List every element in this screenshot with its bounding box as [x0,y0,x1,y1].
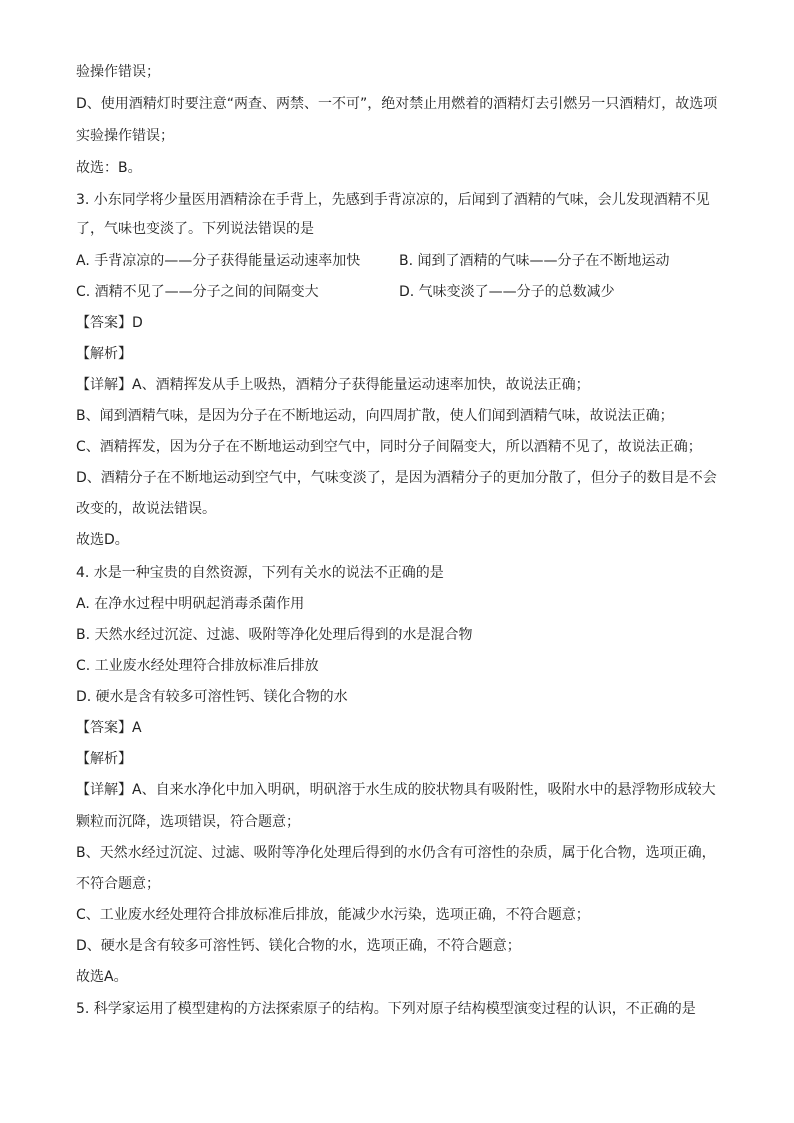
q3-detail-line: B、闻到酒精气味，是因为分子在不断地运动，向四周扩散，使人们闻到酒精气味，故说法正确； [76,408,674,424]
q3-option-d: D. 气味变淡了——分子的总数减少 [399,284,615,300]
q3-option-b: B. 闻到了酒精的气味——分子在不断地运动 [399,253,670,269]
q4-detail-line: C、工业废水经处理符合排放标准后排放，能减少水污染，选项正确，不符合题意； [76,907,590,923]
q4-detail-line: 故选A。 [76,969,128,985]
q4-analysis-label: 【解析】 [76,751,132,767]
q3-detail-line: 【详解】A、酒精挥发从手上吸热，酒精分子获得能量运动速率加快，故说法正确； [76,377,590,393]
q4-option-b: B. 天然水经过沉淀、过滤、吸附等净化处理后得到的水是混合物 [76,627,473,643]
q3-option-a: A. 手背凉凉的——分子获得能量运动速率加快 [76,253,361,269]
text-line: D、使用酒精灯时要注意“两查、两禁、一不可”，绝对禁止用燃着的酒精灯去引燃另一只酒精灯，故选项 [76,96,718,112]
q4-detail-line: 颗粒而沉降，选项错误，符合题意； [76,814,300,830]
question-3-stem: 3. 小东同学将少量医用酒精涂在手背上，先感到手背凉凉的，后闻到了酒精的气味，会儿发现酒精不见 [76,192,710,208]
q4-detail-line: 【详解】A、自来水净化中加入明矾，明矾溶于水生成的胶状物具有吸附性，吸附水中的悬浮物形成较大 [76,782,716,798]
q4-option-c: C. 工业废水经处理符合排放标准后排放 [76,658,319,674]
question-3-stem-cont: 了，气味也变淡了。下列说法错误的是 [76,221,314,237]
text-line: 验操作错误； [76,64,160,80]
q4-detail-line: B、天然水经过沉淀、过滤、吸附等净化处理后得到的水仍含有可溶性的杂质，属于化合物，选项正确， [76,845,716,861]
q3-analysis-label: 【解析】 [76,346,132,362]
question-5-stem: 5. 科学家运用了模型建构的方法探索原子的结构。下列对原子结构模型演变过程的认识，不正确的是 [76,1001,696,1017]
q4-option-d: D. 硬水是含有较多可溶性钙、镁化合物的水 [76,689,348,705]
q4-option-a: A. 在净水过程中明矾起消毒杀菌作用 [76,596,305,612]
question-4-stem: 4. 水是一种宝贵的自然资源，下列有关水的说法不正确的是 [76,565,444,581]
text-line: 故选：B。 [76,160,142,176]
q3-detail-line: 改变的，故说法错误。 [76,501,216,517]
q3-answer: 【答案】D [76,315,143,331]
q4-answer: 【答案】A [76,720,142,736]
q3-detail-line: 故选D。 [76,532,129,548]
text-line: 实验操作错误； [76,128,174,144]
q4-detail-line: D、硬水是含有较多可溶性钙、镁化合物的水，选项正确，不符合题意； [76,938,521,954]
q4-detail-line: 不符合题意； [76,876,160,892]
q3-detail-line: C、酒精挥发，因为分子在不断地运动到空气中，同时分子间隔变大，所以酒精不见了，故说法正确； [76,439,702,455]
q3-option-c: C. 酒精不见了——分子之间的间隔变大 [76,284,319,300]
q3-detail-line: D、酒精分子在不断地运动到空气中，气味变淡了，是因为酒精分子的更加分散了，但分子的数目是不会 [76,470,717,486]
